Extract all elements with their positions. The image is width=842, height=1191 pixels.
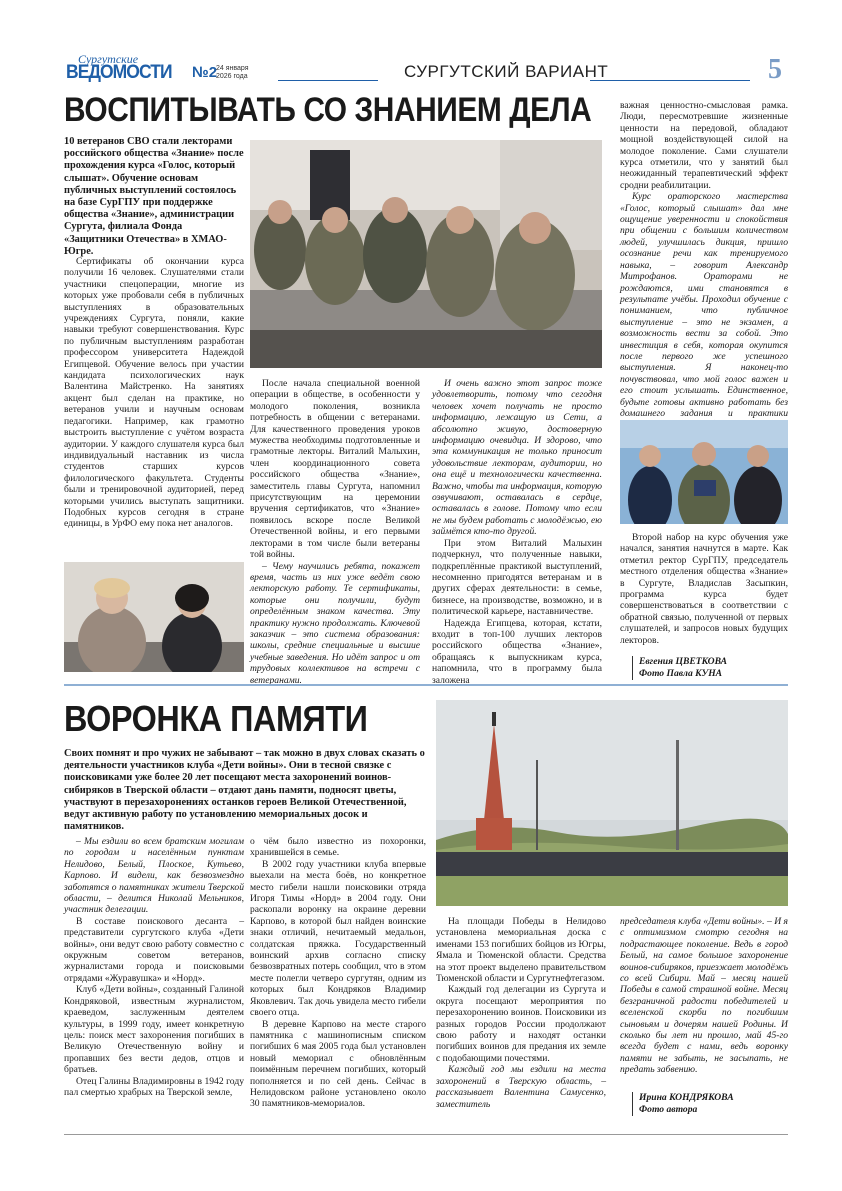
article1-lead: 10 ветеранов СВО стали лекторами российского общества «Знание» после прохождения курса «Голос, который слышат». Обучение основам публичных выступлений состоялось на базе СурГПУ при поддержке общества «Знание», администрации Сургута, филиала Фонда «Защитники Отечества» в ХМАО-Югре. bbox=[64, 136, 244, 257]
paragraph: Второй набор на курс обучения уже начался, занятия начнутся в марте. Как отметил ректор СурГПУ, председатель местного отделения общества «Знание» в Сургуте, Владислав Засыпкин, программа курса будет совершенствоваться в соответствии с обратной связью, полученной от первых слушателей, и запросов новых будущих лекторов. bbox=[620, 532, 788, 646]
article2-col1 bbox=[64, 836, 244, 1098]
article1-signature bbox=[632, 656, 727, 680]
paragraph: Надежда Египцева, которая, кстати, входит в топ-100 лучших лекторов российского общества «Знание», обращаясь к выпускникам курса, напомнила, что в программу была заложена bbox=[432, 617, 602, 686]
article1-col3 bbox=[432, 378, 602, 686]
header-rule-right bbox=[590, 80, 750, 81]
article2-lead: Своих помнят и про чужих не забывают – так можно в двух словах сказать о деятельности участников клуба «Дети войны». Они в тесной связке с поисковиками уже более 20 лет посещают места захоронений воинов-сибиряков в Тверской области – отдают дань памяти, подносят цветы, участвуют в перезахоронениях останков героев Великой Отечественной, ведут активную работу по установлению мемориальных досок и памятников. bbox=[64, 748, 425, 833]
article1-col4 bbox=[620, 100, 788, 431]
paragraph: о чём было известно из похоронки, хранившейся в семье. bbox=[250, 836, 426, 859]
header-rule bbox=[278, 80, 378, 81]
photo-credit: Фото Павла КУНА bbox=[639, 668, 723, 679]
article1-col2 bbox=[250, 378, 420, 686]
diploma-photo bbox=[620, 420, 788, 524]
page-bottom-rule bbox=[64, 1134, 788, 1135]
paragraph: Каждый год делегации из Сургута и округа посещают мероприятия по перезахоронению воинов. Поисковики из разных городов России продолжают свою работу и находят останки погибших воинов для предания их земле с подобающими почестями. bbox=[436, 984, 606, 1064]
paragraph: важная ценностно-смысловая рамка. Люди, пересмотревшие жизненные ценности на передовой, обладают мощной воздействующей силой на молодое поколение. Сами слушатели курса отметили, что у занятий был неожиданный терапевтический эффект сродни реабилитации. bbox=[620, 100, 788, 191]
speakers-photo bbox=[64, 562, 244, 672]
article2-col3 bbox=[436, 916, 606, 1110]
ceremony-photo bbox=[250, 140, 602, 368]
quote-paragraph: – Чему научились ребята, покажет время, часть из них уже ведёт свою лекторскую работу. Те сертификаты, которые они получили, будут определённым знаком качества. Эту практику нужно продолжать. Ключевой заказчик – это система образования: школы, средние специальные и высшие учебные заведения. Но идёт запрос и от трудовых коллективов на встречи с ветеранами. bbox=[250, 560, 420, 686]
paragraph: После начала специальной военной операции в обществе, в особенности у молодого поколения, возникла потребность в общении с ветеранами. Для качественного проведения уроков мужества необходимы подготовленные и грамотные лекторы. Виталий Малыхин, член координационного совета российского общества «Знание», заместитель главы Сургута, напомнил присутствующим на церемонии вручения сертификатов, что «Знание» появилось вскоре после Великой Отечественной войны, и его первыми лекторами в том числе были ветераны той войны. bbox=[250, 378, 420, 561]
author-credit: Евгения ЦВЕТКОВА bbox=[639, 656, 728, 667]
paragraph: В 2002 году участники клуба впервые выехали на места боёв, но конкретное место гибели нашли поисковики отряда Игоря Тимы «Норд» в 2004 году. Они раскопали воронку на окраине деревни Карпово, в которой был найден воинские знаки отличий, нечитаемый медальон, солдатская пряжка. Государственный воинский архив согласно списку безвозвратных потерь сообщил, что в этом месте полегли четверо сургутян, одним из которых был Кондряков Владимир Яковлевич. Так дочь увидела место гибели своего отца. bbox=[250, 858, 426, 1019]
article1-col1 bbox=[64, 256, 244, 530]
issue-date: 24 января 2026 года bbox=[216, 65, 249, 80]
quote-paragraph: Каждый год мы ездили на места захоронений в Тверскую область, – рассказывает Валентина Самусенко, заместитель bbox=[436, 1064, 606, 1110]
quote-paragraph: Курс ораторского мастерства «Голос, который слышат» дал мне ощущение уверенности и спокойствия при общении с большим количеством людей, улучшилась дикция, пришло осознание речи как тренируемого навыка, – говорит Александр Митрофанов. Ораторами не рождаются, ими становятся в результате учёбы. Проходил обучение с пониманием, что публичное выступление – это не экзамен, а возможность вести за собой. Это инвестиция в себя, которая окупится после первого же успешного выступления. Я наконец-то почувствовал, что мой голос важен и его стоит услышать. Единственное, будьте готовы активно работать без домашнего задания и практики bbox=[620, 191, 788, 419]
quote-paragraph: И очень важно этот запрос тоже удовлетворить, потому что сегодня человек хочет получать не просто информацию, лежащую из Сети, а абсолютно живую, достоверную информацию очевидца. И здорово, что эта коммуникация не только приносит удовольствие лекторам, аудитории, но она ещё и технологически качественна. Важно, чтобы та информация, которую озвучивают, оставалась в сердце, оставалась в голове. Потому что если не мы будем работать с молодёжью, ею займётся кто-то другой. bbox=[432, 378, 602, 538]
article2-signature bbox=[632, 1092, 734, 1116]
paragraph: Отец Галины Владимировны в 1942 году пал смертью храбрых на Тверской земле, bbox=[64, 1075, 244, 1098]
paragraph: При этом Виталий Малыхин подчеркнул, что полученные навыки, подкреплённые практикой выступлений, несомненно пригодятся ветеранам и в других сферах деятельности: в семье, бизнесе, на производстве, возможно, и в политической карьере, наставничестве. bbox=[432, 537, 602, 618]
masthead-logo bbox=[66, 52, 186, 86]
article2-col4 bbox=[620, 916, 788, 1076]
logo-main-text: ВЕДОМОСТИ bbox=[66, 62, 172, 83]
article1-headline: ВОСПИТЫВАТЬ СО ЗНАНИЕМ ДЕЛА bbox=[64, 91, 592, 129]
page-number: 5 bbox=[768, 54, 782, 85]
author-credit: Ирина КОНДРЯКОВА bbox=[639, 1092, 734, 1103]
article-divider bbox=[64, 684, 788, 686]
quote-paragraph: председателя клуба «Дети войны». – И я с оптимизмом смотрю сегодня на подрастающее поколение. Ведь в город Белый, на самое большое захоронение воинов-сибиряков, приезжает молодёжь со всей Сибири. Май – месяц нашей Победы в самой страшной войне. Месяц безграничной радости победителей и вселенской скорби по погибшим сыновьям и дочерям нашей Родины. И сколько бы лет ни прошло, май 45-го всегда будет с нами, ведь воронку памяти не забыть, не засыпать, не предать забвению. bbox=[620, 916, 788, 1076]
issue-number: №2 bbox=[192, 64, 218, 81]
section-title: СУРГУТСКИЙ ВАРИАНТ bbox=[404, 62, 609, 81]
paragraph: Клуб «Дети войны», созданный Галиной Кондряковой, известным журналистом, краеведом, заслуженным деятелем культуры, в 1999 году, имеет конкретную цель: поиск мест захоронения погибших в Великую Отечественную войну и пропавших без вести дедов, отцов и братьев. bbox=[64, 984, 244, 1076]
article2-col2 bbox=[250, 836, 426, 1110]
paragraph: Сертификаты об окончании курса получили 16 человек. Слушателями стали участники спецоперации, многие из которых уже пробовали себя в публичных выступлениях в образовательных учреждениях Сургута, поняли, какие навыки требуют совершенствования. Курс по публичным выступлениям разработан профессором университета Надеждой Египцевой. Обучение велось при участии кандидата психологических наук Валентина Майстренко. На занятиях акцент был сделан на практике, но ветеранов учили и научным основам педагогики. Например, как грамотно выстроить выступление с учётом возраста аудитории. У каждого слушателя курса был индивидуальный наставник из числа студентов старших курсов филологического факультета. Студенты были и тренировочной аудиторией, перед которыми учились выступать защитники. Подобных курсов сегодня в стране единицы, в УрФО ему пока нет аналогов. bbox=[64, 256, 244, 530]
memorial-photo bbox=[436, 700, 788, 906]
quote-paragraph: – Мы ездили во всем братским могилам по городам и населённым пунктам Нелидово, Белый, Плоское, Кутьево, Карпово. И видели, как безвозмездно заботятся о памятниках жители Тверской области, – делится Николай Мельников, участник делегации. bbox=[64, 836, 244, 916]
photo-credit: Фото автора bbox=[639, 1104, 698, 1115]
article1-col4-bottom bbox=[620, 532, 788, 646]
paragraph: На площади Победы в Нелидово установлена мемориальная доска с именами 153 погибших бойцов из Югры, Ямала и Тюменской области. Средства на этот проект выделено правительством Тюменской области и Сургутнефтегазом. bbox=[436, 916, 606, 985]
paragraph: В составе поискового десанта – представители сургутского клуба «Дети войны», они ведут свою работу совместно с окружным советом ветеранов, журналистами города и поисковыми отрядами «Журавушка» и «Норд». bbox=[64, 915, 244, 984]
logo-top-text: Сургутские bbox=[78, 52, 139, 66]
paragraph: В деревне Карпово на месте старого памятника с машинописным списком погибших 6 мая 2005 года был установлен новый мемориал с обновлённым поимённым перечнем погибших, который пополняется и по сей день. Сейчас в Нелидовском районе установлено около 30 памятников-мемориалов. bbox=[250, 1018, 426, 1110]
article2-headline: ВОРОНКА ПАМЯТИ bbox=[64, 698, 368, 739]
